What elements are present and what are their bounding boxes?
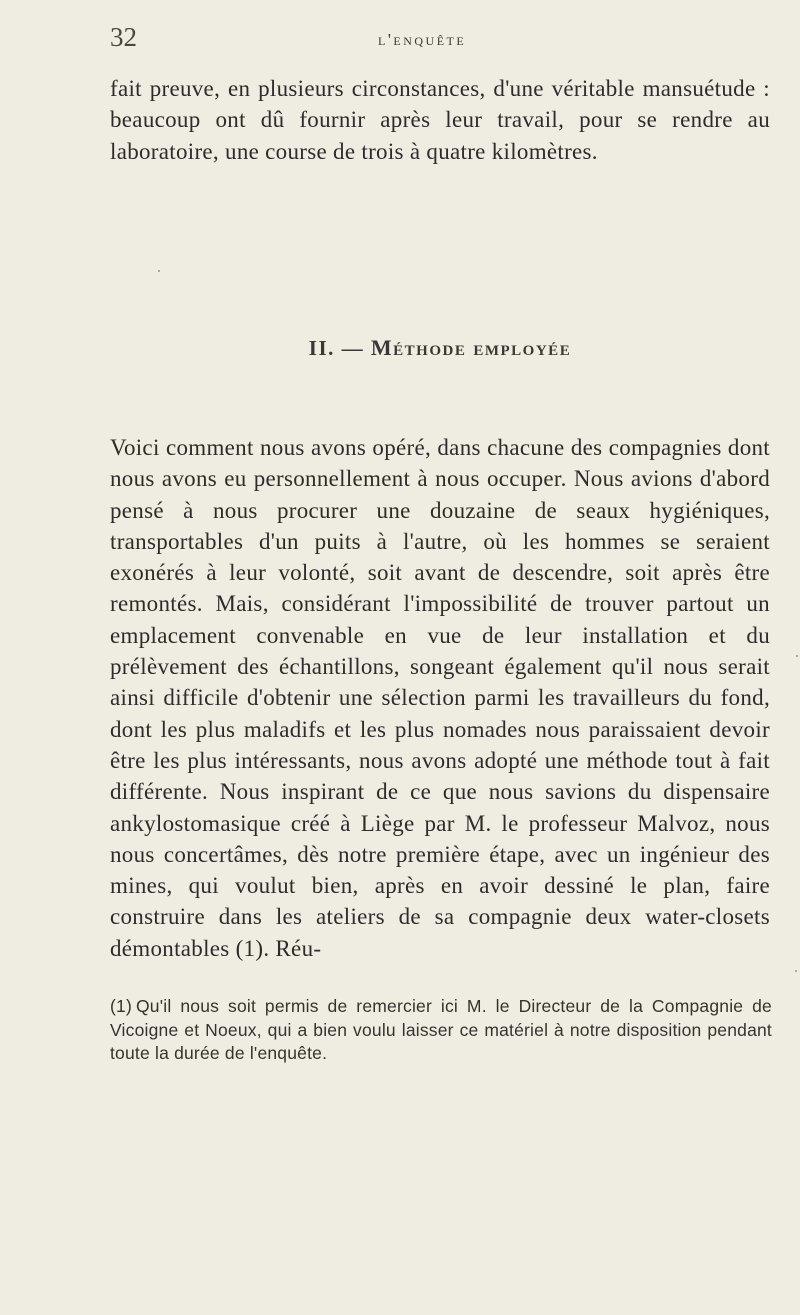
running-head	[110, 22, 776, 52]
paper-speck	[158, 270, 160, 272]
footnote	[110, 995, 772, 1066]
section-heading	[110, 335, 770, 361]
footnote-marker: (1)	[110, 996, 132, 1016]
footnote-text: Qu'il nous soit permis de remercier ici M. le Directeur de la Compagnie de Vicoigne et Noeux, qui a bien voulu laisser ce matériel à notre disposition pendant toute la durée de l'enquête.	[110, 996, 772, 1063]
paragraph-continuation: fait preuve, en plusieurs circonstances, d'une véritable mansuétude : beaucoup ont dû fournir après leur travail, pour se rendre au laboratoire, une course de trois à quatre kilomètres.	[110, 76, 770, 164]
paragraph-method: Voici comment nous avons opéré, dans chacune des compagnies dont nous avons eu personnellement à nous occuper. Nous avions d'abord pensé à nous procurer une douzaine de seaux hygiéniques, transportables d'un puits à l'autre, où les hommes se seraient exonérés à leur volonté, soit avant de descendre, soit après être remontés. Mais, considérant l'impossibilité de trouver partout un emplacement convenable en vue de leur installation et du prélèvement des échantillons, songeant également qu'il nous serait ainsi difficile d'obtenir une sélection parmi les travailleurs du fond, dont les plus maladifs et les plus nomades nous paraissaient devoir être les plus intéressants, nous avons adopté une méthode tout à fait différente. Nous inspirant de ce que nous savions du dispensaire ankylostomasique créé à Liège par M. le professeur Malvoz, nous nous concertâmes, dès notre première étape, avec un ingénieur des mines, qui voulut bien, après en avoir dessiné le plan, faire construire dans les ateliers de sa compagnie deux water-closets démontables (1). Réu-	[110, 435, 770, 961]
paper-speck	[796, 655, 798, 657]
section-numeral: II. —	[308, 336, 365, 360]
running-title: l'enquête	[378, 30, 467, 49]
paper-speck	[795, 970, 797, 972]
section-title: Méthode employée	[370, 335, 572, 360]
page-number: 32	[110, 22, 137, 52]
